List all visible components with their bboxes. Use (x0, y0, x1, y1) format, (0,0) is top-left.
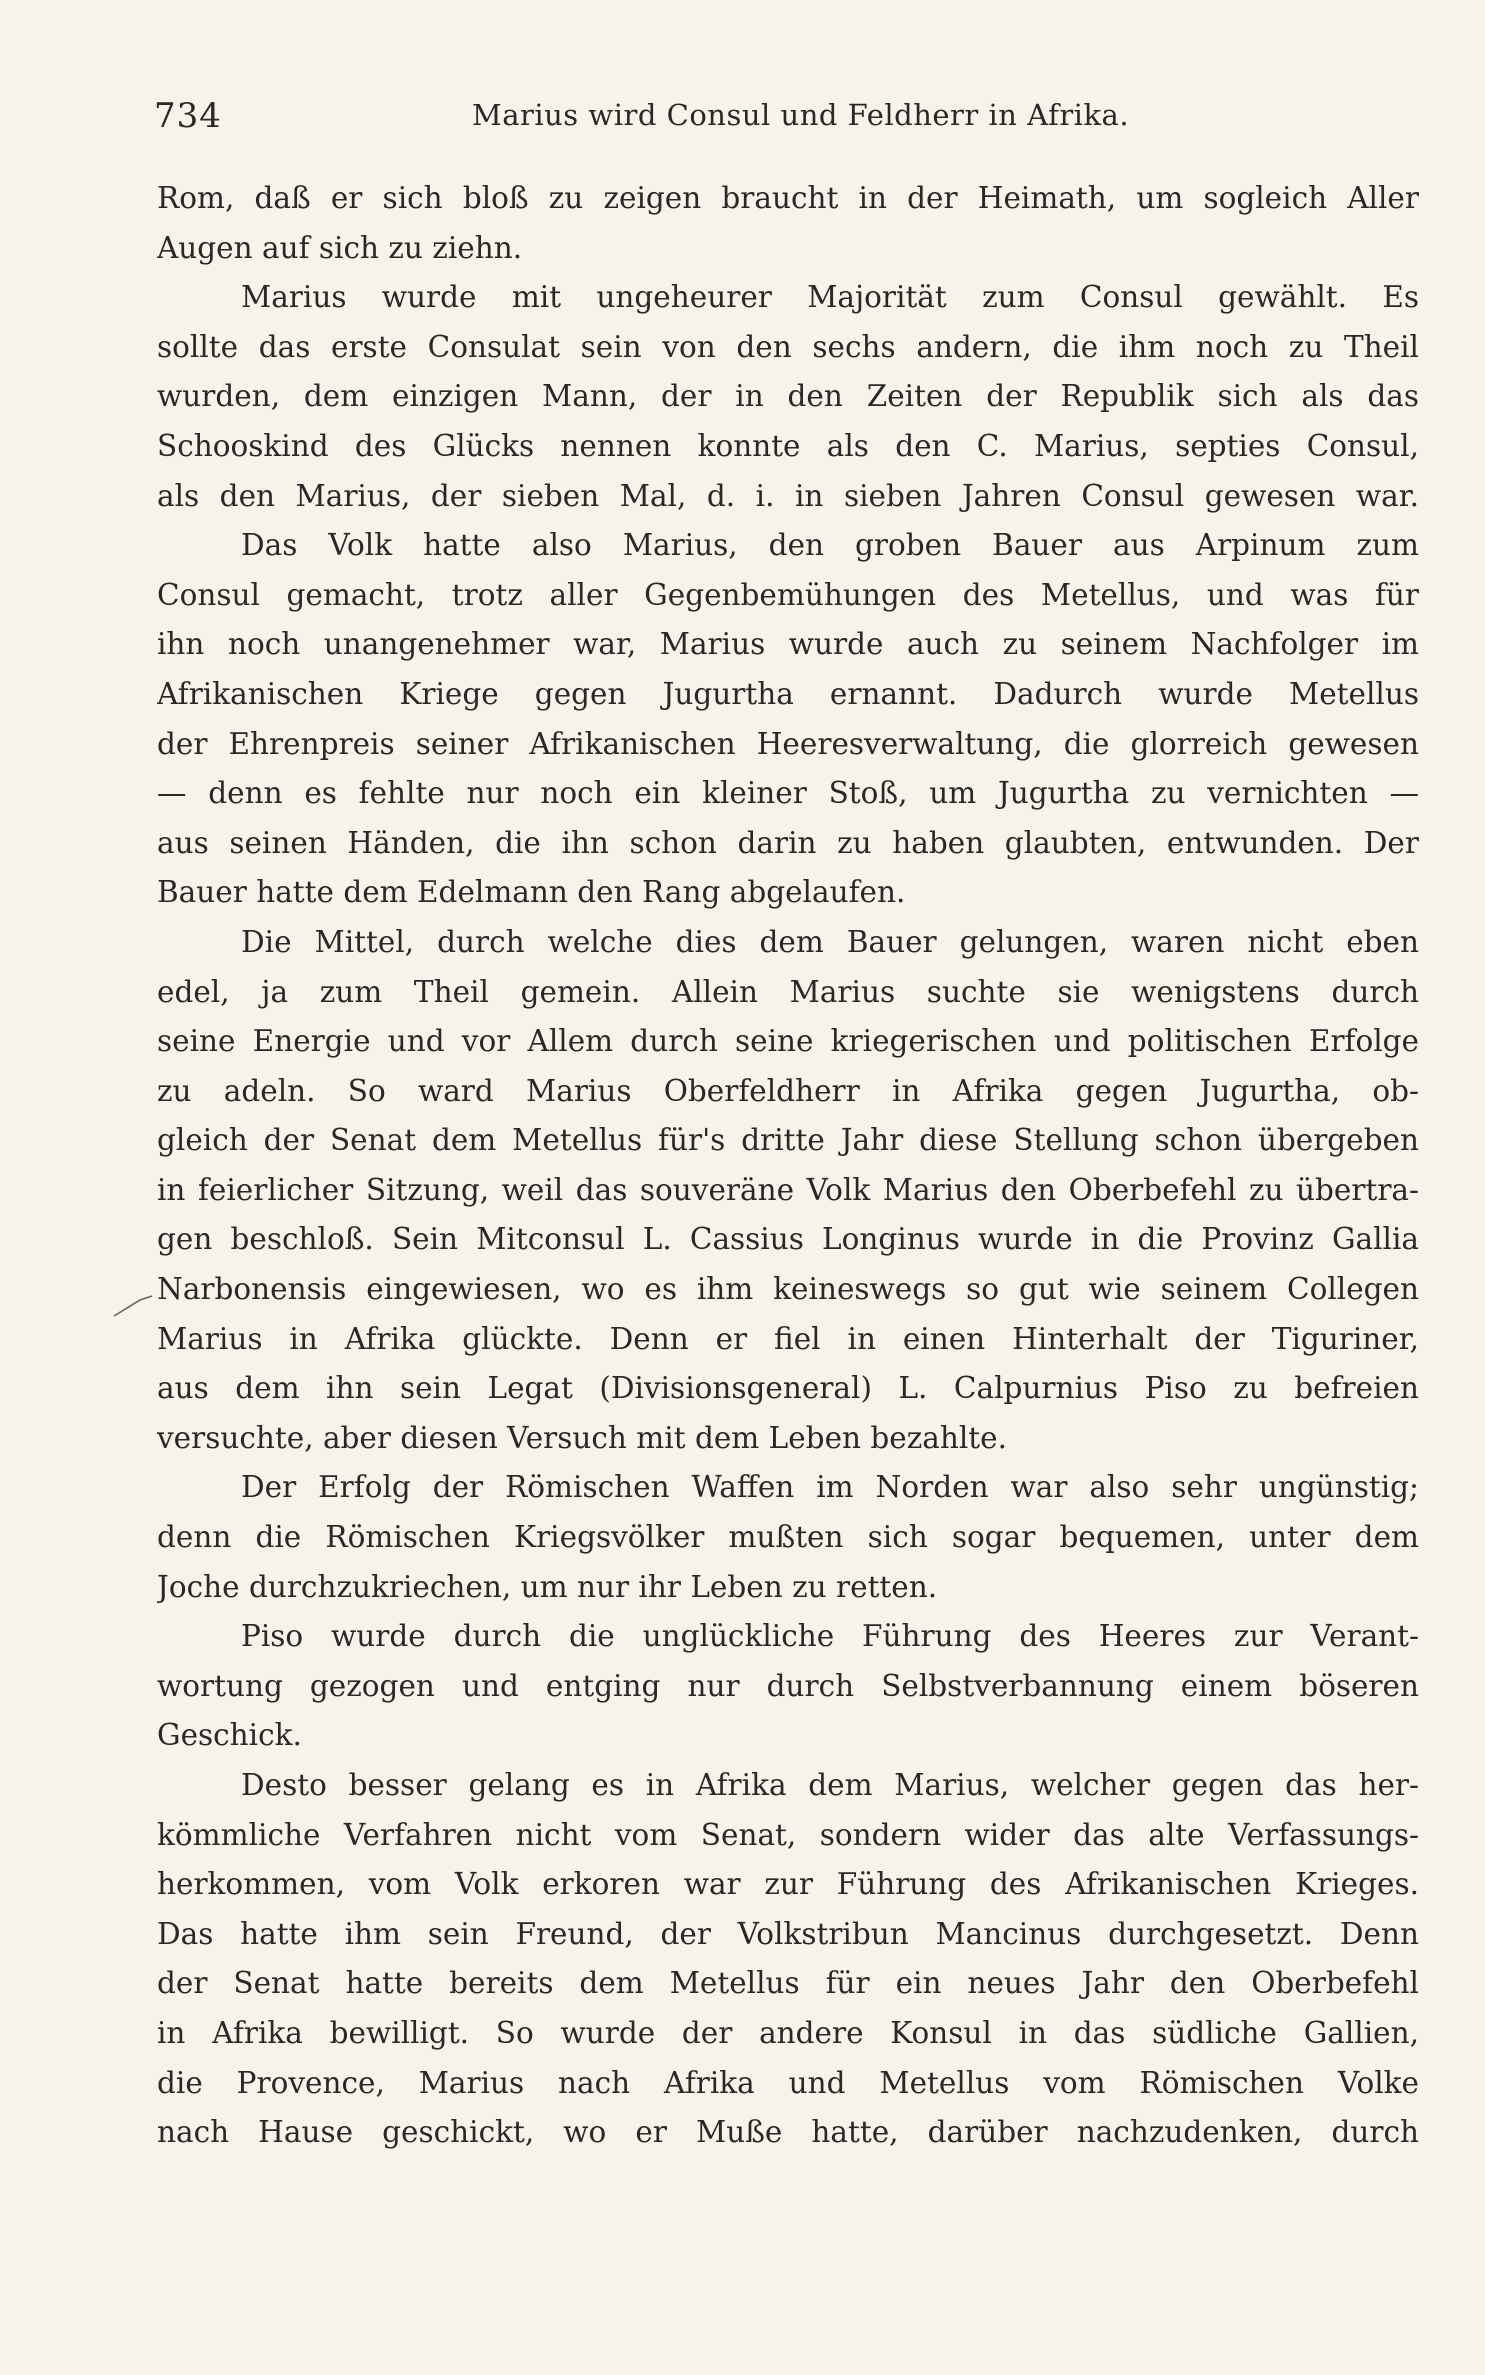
text-line: Die Mittel, durch welche dies dem Bauer gelungen, waren nicht eben (241, 924, 1419, 959)
text-line: versuchte, aber diesen Versuch mit dem Leben bezahlte. (157, 1420, 1007, 1455)
text-line: Marius wurde mit ungeheurer Majorität zum Consul gewählt. Es (241, 280, 1419, 315)
text-line: Joche durchzukriechen, um nur ihr Leben zu retten. (157, 1569, 938, 1604)
text-line: wurden, dem einzigen Mann, der in den Zeiten der Republik sich als das (157, 379, 1419, 414)
text-line: ihn noch unangenehmer war, Marius wurde auch zu seinem Nachfolger im (157, 627, 1419, 662)
text-line: der Senat hatte bereits dem Metellus für ein neues Jahr den Oberbefehl (157, 1966, 1419, 2001)
text-line: die Provence, Marius nach Afrika und Metellus vom Römischen Volke (157, 2065, 1419, 2100)
text-line: der Ehrenpreis seiner Afrikanischen Heeresverwaltung, die glorreich gewesen (157, 726, 1419, 761)
text-line: sollte das erste Consulat sein von den sechs andern, die ihm noch zu Theil (157, 329, 1419, 364)
text-line: — denn es fehlte nur noch ein kleiner Stoß, um Jugurtha zu vernichten — (157, 776, 1419, 811)
page-header (154, 96, 1420, 146)
text-line: Afrikanischen Kriege gegen Jugurtha ernannt. Dadurch wurde Metellus (157, 676, 1419, 711)
text-line: Das Volk hatte also Marius, den groben Bauer aus Arpinum zum (241, 528, 1419, 563)
text-line: Geschick. (157, 1718, 302, 1753)
running-title: Marius wird Consul und Feldherr in Afrika. (472, 98, 1130, 132)
text-line: Desto besser gelang es in Afrika dem Marius, welcher gegen das her- (241, 1768, 1419, 1802)
page-number: 734 (154, 96, 222, 136)
text-line: aus dem ihn sein Legat (Divisionsgeneral) L. Calpurnius Piso zu befreien (157, 1371, 1419, 1406)
body-text (157, 174, 1419, 2158)
margin-pencil-mark (112, 1290, 156, 1320)
text-line: wortung gezogen und entging nur durch Selbstverbannung einem böseren (157, 1668, 1419, 1703)
text-line: Der Erfolg der Römischen Waffen im Norden war also sehr ungünstig; (241, 1470, 1419, 1505)
text-line: Das hatte ihm sein Freund, der Volkstribun Mancinus durchgesetzt. Denn (157, 1916, 1419, 1951)
text-line: gleich der Senat dem Metellus für's dritte Jahr diese Stellung schon übergeben (157, 1123, 1419, 1158)
text-line: gen beschloß. Sein Mitconsul L. Cassius Longinus wurde in die Provinz Gallia (157, 1222, 1419, 1257)
text-line: Consul gemacht, trotz aller Gegenbemühungen des Metellus, und was für (157, 577, 1419, 612)
text-line: edel, ja zum Theil gemein. Allein Marius suchte sie wenigstens durch (157, 974, 1419, 1009)
text-line: kömmliche Verfahren nicht vom Senat, sondern wider das alte Verfassungs- (157, 1817, 1419, 1852)
text-line: Piso wurde durch die unglückliche Führung des Heeres zur Verant- (241, 1619, 1419, 1654)
text-line: in feierlicher Sitzung, weil das souveräne Volk Marius den Oberbefehl zu übertra- (157, 1172, 1419, 1207)
text-line: zu adeln. So ward Marius Oberfeldherr in Afrika gegen Jugurtha, ob- (157, 1073, 1419, 1108)
text-line: Rom, daß er sich bloß zu zeigen braucht in der Heimath, um sogleich Aller (157, 181, 1419, 215)
text-line: denn die Römischen Kriegsvölker mußten sich sogar bequemen, unter dem (157, 1520, 1419, 1555)
text-line: Narbonensis eingewiesen, wo es ihm keineswegs so gut wie seinem Collegen (157, 1272, 1419, 1307)
text-line: als den Marius, der sieben Mal, d. i. in sieben Jahren Consul gewesen war. (157, 478, 1419, 513)
text-line: herkommen, vom Volk erkoren war zur Führung des Afrikanischen Krieges. (157, 1867, 1419, 1902)
text-line: nach Hause geschickt, wo er Muße hatte, darüber nachzudenken, durch (157, 2115, 1419, 2150)
text-line: in Afrika bewilligt. So wurde der andere Konsul in das südliche Gallien, (157, 2015, 1419, 2050)
text-line: Augen auf sich zu ziehn. (157, 230, 523, 265)
text-line: Bauer hatte dem Edelmann den Rang abgelaufen. (157, 875, 906, 910)
text-line: aus seinen Händen, die ihn schon darin zu haben glaubten, entwunden. Der (157, 825, 1419, 860)
text-line: seine Energie und vor Allem durch seine kriegerischen und politischen Erfolge (157, 1024, 1419, 1059)
text-line: Marius in Afrika glückte. Denn er fiel in einen Hinterhalt der Tiguriner, (157, 1321, 1419, 1356)
text-line: Schooskind des Glücks nennen konnte als den C. Marius, septies Consul, (157, 428, 1419, 463)
